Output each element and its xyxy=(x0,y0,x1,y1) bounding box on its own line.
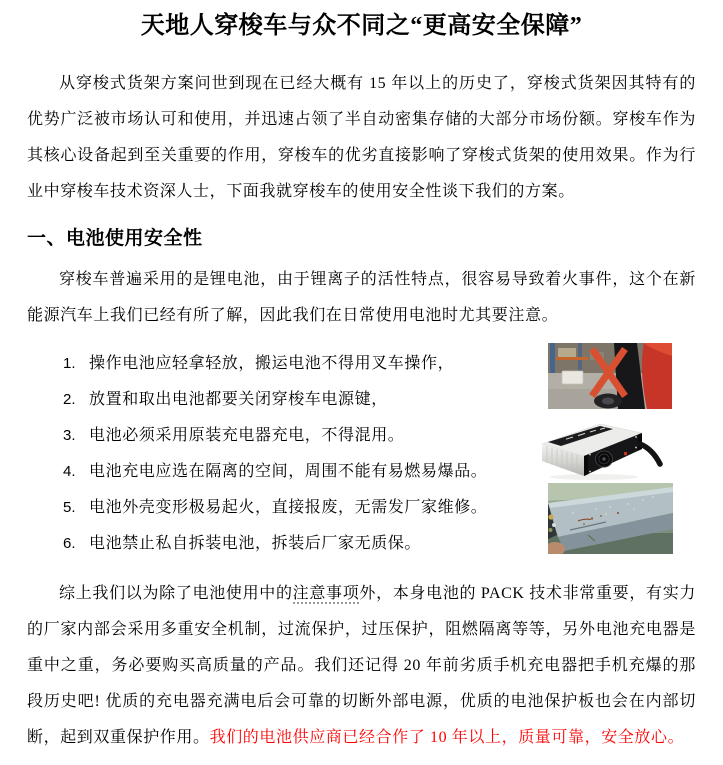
battery-intro-paragraph: 穿梭车普遍采用的是锂电池，由于锂离子的活性特点，很容易导致着火事件，这个在新能源汽车上我们已经有所了解，因此我们在日常使用电池时尤其要注意。 xyxy=(27,271,696,324)
list-item-text: 电池充电应选在隔离的空间，周围不能有易燃易爆品。 xyxy=(89,463,488,480)
list-item-number: 5. xyxy=(63,499,76,516)
list-item-number: 1. xyxy=(63,355,76,372)
fan-icon xyxy=(596,451,613,467)
list-item-number: 3. xyxy=(63,427,76,444)
summary-text-body: 外，本身电池的 PACK 技术非常重要，有实力的厂家内部会采用多重安全机制，过流保护，过压保护，阻燃隔离等等，另外电池充电器是重中之重，务必要购买高质量的产品。我们还记得 20 年前劣质手机充电器把手机充爆的那段历史吧! 优质的充电器充满电后会可靠的切断外部电源，优质的电池保护板也会在内部切断，起到双重保护作用。 xyxy=(27,585,697,746)
battery-shell-photo-graphic xyxy=(548,483,673,554)
charger-photo-graphic xyxy=(536,416,666,482)
charger-led xyxy=(624,452,627,455)
list-item-number: 2. xyxy=(63,391,76,408)
intro-paragraph: 从穿梭式货架方案问世到现在已经大概有 15 年以上的历史了，穿梭式货架因其特有的优势广泛被市场认可和使用，并迅速占领了半自动密集存储的大部分市场份额。穿梭车作为其核心设备起到至关重要的作用，穿梭车的优劣直接影响了穿梭式货架的使用效果。作为行业中穿梭车技术资深人士，下面我就穿梭车的使用安全性谈下我们的方案。 xyxy=(27,75,696,200)
red-warning-text: 我们的电池供应商已经合作了 10 年以上，质量可靠，安全放心。 xyxy=(209,729,685,746)
summary-paragraph xyxy=(27,576,696,756)
section-heading-battery-safety: 一、电池使用安全性 xyxy=(27,228,203,249)
battery-charger-photo xyxy=(536,416,666,482)
list-item-text: 放置和取出电池都要关闭穿梭车电源键， xyxy=(89,391,388,408)
forklift-photo-graphic xyxy=(548,343,672,409)
list-item-number: 4. xyxy=(63,463,76,480)
list-item-text: 电池禁止私自拆装电池，拆装后厂家无质保。 xyxy=(89,535,422,552)
summary-text-start: 综上我们以为除了电池使用中的 xyxy=(59,585,293,602)
list-item-text: 电池必须采用原装充电器充电，不得混用。 xyxy=(89,427,405,444)
deformed-battery-shell-photo xyxy=(548,483,673,554)
forklift-prohibited-photo xyxy=(548,343,672,409)
list-item-text: 电池外壳变形极易起火，直接报废，无需发厂家维修。 xyxy=(89,499,488,516)
grammar-check-underlined-text: 注意事项 xyxy=(292,585,360,602)
page-title: 天地人穿梭车与众不同之“更高安全保障” xyxy=(140,13,583,39)
list-item-number: 6. xyxy=(63,535,76,552)
list-item-text: 操作电池应轻拿轻放，搬运电池不得用叉车操作， xyxy=(89,355,455,372)
